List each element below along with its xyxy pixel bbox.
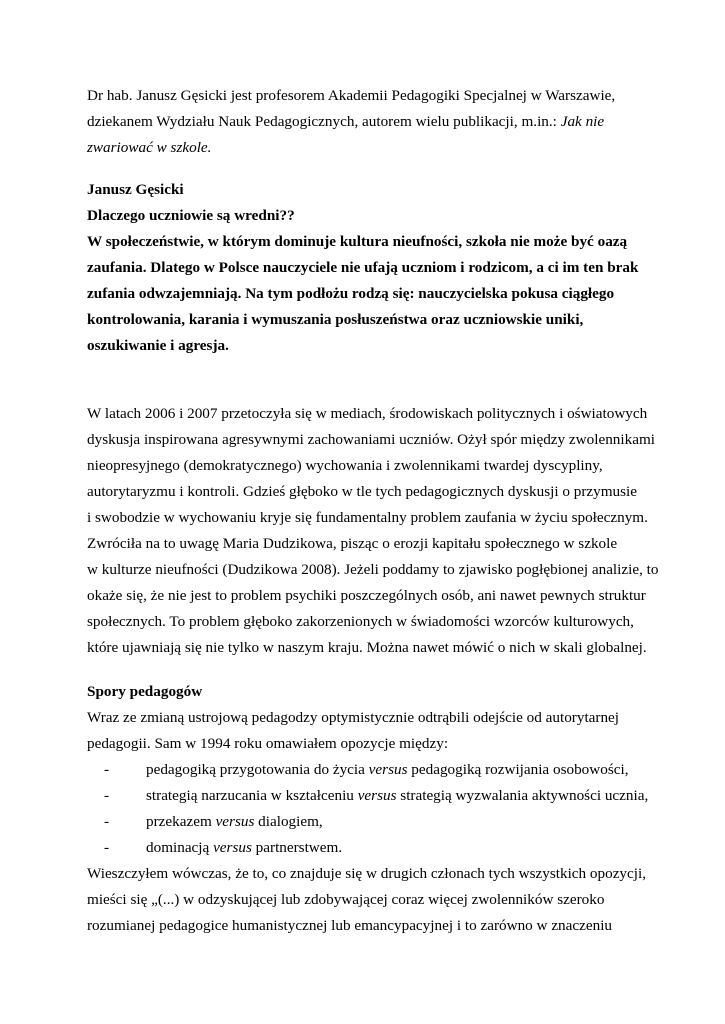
- list-item-emphasis: versus: [213, 839, 252, 856]
- list-item-emphasis: versus: [357, 787, 397, 804]
- intro-line-1: Dr hab. Janusz Gęsicki jest profesorem Akademii Pedagogiki Specjalnej w Warszawie,: [87, 87, 616, 104]
- paragraph1-line-2: dyskusja inspirowana agresywnymi zachowaniami uczniów. Ożył spór między zwolennikami: [87, 431, 655, 448]
- paragraph1-line-3: nieopresyjnego (demokratycznego) wychowania i zwolennikami twardej dyscypliny,: [87, 457, 603, 474]
- author-name: Janusz Gęsicki: [87, 181, 184, 198]
- section-heading: Spory pedagogów: [87, 683, 203, 700]
- lead-line-3: zufania odwzajemniają. Na tym podłożu rodzą się: nauczycielska pokusa ciągłego: [87, 285, 615, 302]
- paragraph1-line-5: i swobodzie w wychowaniu kryje się fundamentalny problem zaufania w życiu społecznym.: [87, 509, 648, 526]
- list-item-text: przekazem: [146, 813, 216, 830]
- lead-line-4: kontrolowania, karania i wymuszania posłuszeństwa oraz uczniowskie uniki,: [87, 311, 584, 328]
- list-bullet: -: [104, 761, 110, 778]
- paragraph1-line-9: społecznych. To problem głęboko zakorzenionych w świadomości wzorców kulturowych,: [87, 613, 634, 630]
- list-bullet: -: [104, 787, 110, 804]
- article-title: Dlaczego uczniowie są wredni??: [87, 207, 295, 224]
- list-item-text: strategią wyzwalania aktywności ucznia,: [396, 787, 649, 804]
- list-item-text: strategią narzucania w kształceniu: [146, 787, 358, 804]
- list-item-text: dominacją: [146, 839, 214, 856]
- paragraph1-line-7: w kulturze nieufności (Dudzikowa 2008). Jeżeli poddamy to zjawisko pogłębionej analizie, to: [87, 561, 659, 578]
- list-item-text: partnerstwem.: [251, 839, 343, 856]
- list-bullet: -: [104, 813, 110, 830]
- lead-line-2: zaufania. Dlatego w Polsce nauczyciele nie ufają uczniom i rodzicom, a ci im ten brak: [87, 259, 639, 276]
- list-item: [104, 839, 342, 857]
- list-item-emphasis: versus: [215, 813, 255, 830]
- list-item-text: dialogiem,: [254, 813, 323, 830]
- paragraph1-line-10: które ujawniają się nie tylko w naszym kraju. Można nawet mówić o nich w skali globalnej.: [87, 639, 647, 656]
- section-line-2: pedagogii. Sam w 1994 roku omawiałem opozycje między:: [87, 735, 449, 752]
- list-item-emphasis: versus: [368, 761, 408, 778]
- paragraph1-line-8: okaże się, że nie jest to problem psychiki poszczególnych osób, ani nawet pewnych struktur: [87, 587, 646, 604]
- list-item-text: pedagogiką przygotowania do życia: [146, 761, 369, 778]
- book-title-part-1: Jak nie: [560, 113, 605, 130]
- paragraph1-line-4: autorytaryzmu i kontroli. Gdzieś głęboko w tle tych pedagogicznych dyskusji o przymusie: [87, 483, 637, 500]
- section-line-1: Wraz ze zmianą ustrojową pedagodzy optymistycznie odtrąbili odejście od autorytarnej: [87, 709, 620, 726]
- intro-line-3: [87, 139, 211, 157]
- list-item: [104, 813, 323, 831]
- closing-line-3: rozumianej pedagogice humanistycznej lub emancypacyjnej i to zarówno w znaczeniu: [87, 917, 613, 934]
- paragraph1-line-1: W latach 2006 i 2007 przetoczyła się w mediach, środowiskach politycznych i oświatowych: [87, 405, 648, 422]
- list-bullet: -: [104, 839, 110, 856]
- lead-line-1: W społeczeństwie, w którym dominuje kultura nieufności, szkoła nie może być oazą: [87, 233, 628, 250]
- lead-line-5: oszukiwanie i agresja.: [87, 337, 229, 354]
- intro-line-2: [87, 113, 604, 131]
- closing-line-2: mieści się „(...) w odzyskującej lub zdobywającej coraz więcej zwolenników szeroko: [87, 891, 605, 908]
- list-item: [104, 787, 648, 805]
- closing-line-1: Wieszczyłem wówczas, że to, co znajduje się w drugich członach tych wszystkich opozycji,: [87, 865, 647, 882]
- intro-line-2-text: dziekanem Wydziału Nauk Pedagogicznych, autorem wielu publikacji, m.in.:: [87, 113, 561, 130]
- list-item: [104, 761, 629, 779]
- book-title-part-2: zwariować w szkole.: [87, 139, 212, 156]
- list-item-text: pedagogiką rozwijania osobowości,: [407, 761, 629, 778]
- paragraph1-line-6: Zwróciła na to uwagę Maria Dudzikowa, pisząc o erozji kapitału społecznego w szkole: [87, 535, 618, 552]
